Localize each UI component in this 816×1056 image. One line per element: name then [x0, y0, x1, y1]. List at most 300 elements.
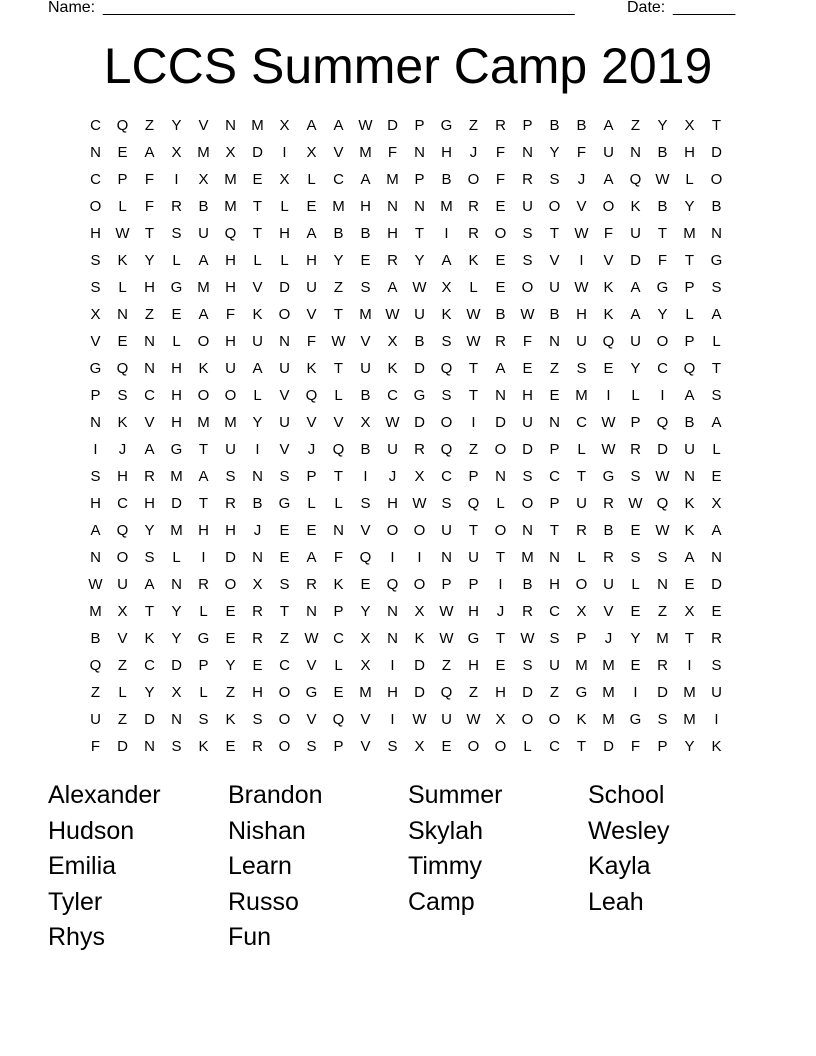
word-search-grid: [82, 112, 730, 760]
grid-letter: G: [656, 279, 669, 296]
grid-letter: U: [252, 333, 263, 350]
grid-letter: X: [171, 144, 182, 161]
grid-letter: P: [333, 738, 344, 755]
grid-letter: V: [306, 711, 317, 728]
grid-letter: M: [359, 306, 372, 323]
grid-letter: S: [171, 738, 182, 755]
grid-letter: I: [282, 144, 287, 161]
grid-letter: K: [306, 360, 317, 377]
grid-row: [82, 706, 730, 733]
grid-letter: U: [684, 441, 695, 458]
grid-letter: K: [414, 630, 425, 647]
grid-letter: R: [630, 441, 641, 458]
grid-letter: E: [441, 738, 452, 755]
grid-letter: H: [225, 333, 236, 350]
grid-letter: T: [549, 522, 560, 539]
grid-letter: Y: [414, 252, 425, 269]
grid-letter: S: [90, 252, 101, 269]
grid-letter: S: [306, 738, 317, 755]
grid-letter: P: [549, 495, 560, 512]
grid-letter: L: [307, 171, 316, 188]
grid-letter: P: [441, 576, 452, 593]
grid-letter: N: [387, 198, 398, 215]
grid-letter: K: [711, 738, 722, 755]
grid-letter: Q: [89, 657, 102, 674]
grid-letter: O: [521, 495, 534, 512]
name-blank: _____________________________________________________: [103, 0, 575, 16]
grid-letter: K: [387, 360, 398, 377]
grid-letter: F: [387, 144, 398, 161]
grid-letter: N: [171, 711, 182, 728]
grid-letter: R: [171, 198, 182, 215]
grid-letter: E: [711, 468, 722, 485]
grid-letter: R: [225, 495, 236, 512]
grid-row: [82, 517, 730, 544]
grid-letter: E: [306, 522, 317, 539]
grid-letter: I: [255, 441, 260, 458]
grid-letter: D: [522, 441, 533, 458]
grid-letter: Y: [549, 144, 560, 161]
grid-letter: D: [387, 117, 398, 134]
grid-letter: N: [414, 144, 425, 161]
grid-letter: R: [414, 441, 425, 458]
word-list-item: Learn: [228, 852, 292, 880]
date-blank: _______: [673, 0, 736, 16]
grid-letter: T: [549, 225, 560, 242]
grid-letter: T: [333, 360, 344, 377]
grid-letter: Z: [225, 684, 236, 701]
grid-letter: U: [441, 522, 452, 539]
grid-letter: T: [684, 252, 695, 269]
grid-letter: O: [602, 198, 615, 215]
grid-letter: C: [441, 468, 452, 485]
grid-letter: H: [225, 522, 236, 539]
word-list-item: Emilia: [48, 852, 117, 880]
grid-letter: W: [412, 495, 427, 512]
grid-letter: S: [441, 333, 452, 350]
grid-letter: N: [387, 630, 398, 647]
grid-letter: K: [576, 711, 587, 728]
grid-letter: O: [494, 522, 507, 539]
grid-letter: Y: [657, 117, 668, 134]
date-label: Date:: [627, 0, 666, 16]
grid-letter: O: [116, 549, 129, 566]
grid-letter: D: [711, 576, 722, 593]
grid-letter: R: [657, 657, 668, 674]
grid-letter: Z: [279, 630, 290, 647]
grid-letter: R: [711, 630, 722, 647]
grid-letter: E: [549, 387, 560, 404]
grid-letter: A: [144, 576, 155, 593]
grid-letter: A: [252, 360, 263, 377]
grid-letter: D: [522, 684, 533, 701]
grid-letter: J: [388, 468, 397, 485]
grid-letter: E: [117, 144, 128, 161]
grid-letter: N: [225, 117, 236, 134]
grid-letter: U: [603, 144, 614, 161]
grid-letter: I: [174, 171, 179, 188]
grid-letter: O: [575, 576, 588, 593]
grid-letter: D: [225, 549, 236, 566]
grid-letter: U: [630, 225, 641, 242]
grid-letter: P: [684, 279, 695, 296]
grid-letter: M: [224, 198, 237, 215]
grid-letter: Q: [359, 549, 372, 566]
grid-letter: S: [549, 630, 560, 647]
grid-letter: B: [711, 198, 722, 215]
grid-letter: M: [170, 522, 183, 539]
word-list-item: Brandon: [228, 781, 323, 809]
grid-row: [82, 328, 730, 355]
grid-letter: Q: [332, 711, 345, 728]
grid-row: [82, 247, 730, 274]
grid-letter: H: [225, 279, 236, 296]
grid-letter: E: [360, 252, 371, 269]
grid-letter: B: [90, 630, 101, 647]
grid-letter: V: [306, 414, 317, 431]
grid-letter: K: [144, 630, 155, 647]
word-list-item: Camp: [408, 887, 475, 916]
grid-letter: S: [657, 711, 668, 728]
grid-letter: Z: [117, 657, 128, 674]
grid-letter: Y: [144, 522, 155, 539]
grid-letter: N: [684, 468, 695, 485]
grid-letter: H: [144, 279, 155, 296]
grid-letter: V: [306, 657, 317, 674]
grid-letter: B: [360, 225, 371, 242]
grid-letter: R: [198, 576, 209, 593]
word-list-item: Rhys: [48, 923, 105, 951]
grid-letter: O: [197, 387, 210, 404]
grid-letter: D: [414, 657, 425, 674]
grid-letter: L: [523, 738, 532, 755]
grid-letter: J: [253, 522, 262, 539]
grid-letter: G: [170, 279, 183, 296]
grid-letter: C: [90, 117, 101, 134]
grid-letter: G: [170, 441, 183, 458]
grid-letter: M: [602, 657, 615, 674]
grid-letter: X: [576, 603, 587, 620]
grid-letter: T: [333, 468, 344, 485]
grid-letter: H: [441, 144, 452, 161]
grid-letter: F: [144, 198, 155, 215]
grid-letter: S: [549, 171, 560, 188]
word-list-item: Wesley: [588, 816, 670, 845]
grid-letter: T: [252, 225, 263, 242]
grid-letter: Q: [440, 360, 453, 377]
grid-letter: E: [630, 522, 641, 539]
grid-letter: R: [252, 738, 263, 755]
grid-letter: A: [711, 522, 722, 539]
grid-letter: Q: [386, 576, 399, 593]
grid-letter: L: [172, 549, 181, 566]
grid-letter: U: [414, 306, 425, 323]
grid-letter: Y: [225, 657, 236, 674]
grid-letter: M: [332, 198, 345, 215]
grid-letter: C: [333, 171, 344, 188]
grid-letter: C: [549, 738, 560, 755]
grid-letter: H: [306, 252, 317, 269]
grid-letter: H: [117, 468, 128, 485]
grid-letter: I: [390, 711, 395, 728]
grid-letter: T: [657, 225, 668, 242]
grid-letter: K: [198, 738, 209, 755]
grid-letter: Y: [630, 360, 641, 377]
grid-letter: W: [115, 225, 130, 242]
grid-letter: D: [495, 414, 506, 431]
grid-letter: N: [306, 603, 317, 620]
grid-letter: Z: [441, 657, 452, 674]
grid-letter: A: [630, 306, 641, 323]
grid-letter: F: [306, 333, 317, 350]
grid-letter: L: [118, 684, 127, 701]
word-list: [48, 778, 768, 956]
grid-letter: M: [440, 198, 453, 215]
grid-letter: R: [252, 603, 263, 620]
grid-letter: L: [685, 306, 694, 323]
grid-letter: C: [117, 495, 128, 512]
grid-letter: R: [522, 603, 533, 620]
grid-letter: Q: [305, 387, 318, 404]
grid-letter: Q: [656, 495, 669, 512]
word-list-item: Fun: [228, 923, 272, 951]
grid-letter: M: [683, 225, 696, 242]
grid-letter: S: [387, 738, 398, 755]
grid-row: [82, 733, 730, 760]
grid-row: [82, 112, 730, 139]
grid-letter: J: [469, 144, 478, 161]
grid-row: [82, 220, 730, 247]
grid-letter: Q: [467, 495, 480, 512]
word-list-item: Russo: [228, 887, 299, 916]
grid-letter: X: [414, 468, 425, 485]
grid-letter: U: [576, 333, 587, 350]
grid-letter: S: [522, 468, 533, 485]
grid-letter: I: [498, 576, 503, 593]
grid-letter: S: [441, 387, 452, 404]
word-list-item: Alexander: [48, 781, 161, 809]
grid-letter: Z: [117, 711, 128, 728]
grid-letter: Q: [440, 441, 453, 458]
grid-letter: K: [117, 252, 128, 269]
grid-letter: V: [90, 333, 101, 350]
grid-letter: W: [574, 225, 589, 242]
grid-row: [82, 436, 730, 463]
grid-letter: N: [495, 468, 506, 485]
grid-letter: W: [385, 414, 400, 431]
grid-letter: N: [441, 549, 452, 566]
grid-letter: N: [495, 387, 506, 404]
grid-letter: P: [657, 738, 668, 755]
grid-letter: P: [684, 333, 695, 350]
grid-letter: W: [466, 306, 481, 323]
grid-letter: P: [414, 171, 425, 188]
grid-letter: N: [279, 333, 290, 350]
grid-letter: S: [90, 468, 101, 485]
grid-letter: V: [279, 441, 290, 458]
grid-letter: T: [576, 468, 587, 485]
grid-letter: M: [224, 171, 237, 188]
word-list-item: Summer: [408, 781, 503, 809]
grid-letter: U: [711, 684, 722, 701]
grid-letter: U: [198, 225, 209, 242]
grid-letter: X: [279, 171, 290, 188]
grid-letter: G: [440, 117, 453, 134]
grid-letter: O: [413, 576, 426, 593]
grid-letter: E: [495, 198, 506, 215]
grid-letter: T: [333, 306, 344, 323]
grid-letter: P: [549, 441, 560, 458]
grid-letter: H: [684, 144, 695, 161]
grid-letter: S: [279, 468, 290, 485]
grid-letter: U: [603, 576, 614, 593]
grid-letter: N: [549, 333, 560, 350]
grid-letter: E: [252, 657, 263, 674]
page-title: LCCS Summer Camp 2019: [103, 38, 713, 94]
grid-letter: L: [577, 549, 586, 566]
grid-letter: Y: [630, 630, 641, 647]
word-list-item: Leah: [588, 887, 644, 916]
grid-letter: E: [252, 171, 263, 188]
word-list-item: Hudson: [48, 816, 135, 845]
grid-letter: S: [360, 279, 371, 296]
grid-letter: W: [655, 468, 670, 485]
grid-letter: N: [711, 549, 722, 566]
grid-letter: P: [333, 603, 344, 620]
grid-letter: S: [630, 468, 641, 485]
grid-letter: D: [117, 738, 128, 755]
grid-letter: X: [360, 657, 371, 674]
grid-letter: E: [711, 603, 722, 620]
grid-letter: H: [171, 360, 182, 377]
grid-letter: A: [684, 549, 695, 566]
grid-letter: X: [495, 711, 506, 728]
grid-letter: Y: [252, 414, 263, 431]
grid-letter: R: [576, 522, 587, 539]
grid-letter: Q: [116, 117, 129, 134]
grid-letter: S: [576, 360, 587, 377]
grid-letter: H: [171, 387, 182, 404]
grid-letter: N: [387, 603, 398, 620]
grid-letter: V: [279, 387, 290, 404]
grid-letter: M: [197, 144, 210, 161]
grid-letter: Y: [144, 252, 155, 269]
grid-letter: U: [225, 360, 236, 377]
grid-letter: O: [197, 333, 210, 350]
grid-letter: E: [630, 657, 641, 674]
grid-letter: N: [117, 306, 128, 323]
grid-letter: H: [279, 225, 290, 242]
grid-letter: L: [280, 198, 289, 215]
grid-letter: D: [171, 657, 182, 674]
grid-letter: X: [684, 603, 695, 620]
grid-letter: W: [466, 711, 481, 728]
grid-letter: T: [495, 549, 506, 566]
grid-letter: B: [441, 171, 452, 188]
grid-letter: W: [601, 441, 616, 458]
grid-letter: B: [495, 306, 506, 323]
grid-letter: E: [333, 684, 344, 701]
grid-letter: U: [117, 576, 128, 593]
grid-letter: F: [495, 144, 506, 161]
grid-letter: Y: [684, 198, 695, 215]
grid-letter: X: [360, 630, 371, 647]
grid-letter: X: [252, 576, 263, 593]
grid-letter: G: [197, 630, 210, 647]
grid-letter: X: [360, 414, 371, 431]
word-list-item: School: [588, 781, 665, 809]
grid-letter: W: [601, 414, 616, 431]
grid-letter: M: [89, 603, 102, 620]
grid-letter: F: [225, 306, 236, 323]
grid-letter: L: [685, 171, 694, 188]
grid-letter: C: [90, 171, 101, 188]
grid-letter: T: [279, 603, 290, 620]
grid-letter: E: [495, 657, 506, 674]
grid-letter: K: [333, 576, 344, 593]
grid-letter: E: [360, 576, 371, 593]
grid-letter: O: [494, 441, 507, 458]
grid-letter: V: [252, 279, 263, 296]
grid-letter: M: [251, 117, 264, 134]
grid-row: [82, 679, 730, 706]
grid-letter: H: [387, 225, 398, 242]
grid-letter: V: [306, 306, 317, 323]
grid-letter: K: [441, 306, 452, 323]
grid-letter: A: [198, 306, 209, 323]
grid-letter: K: [468, 252, 479, 269]
grid-letter: B: [522, 576, 533, 593]
grid-letter: E: [603, 360, 614, 377]
grid-letter: Y: [171, 117, 182, 134]
header-line: [48, 0, 748, 20]
grid-letter: V: [117, 630, 128, 647]
word-list-item: Timmy: [408, 852, 483, 880]
grid-letter: M: [386, 171, 399, 188]
grid-letter: H: [90, 495, 101, 512]
grid-letter: M: [359, 144, 372, 161]
grid-letter: E: [225, 738, 236, 755]
grid-letter: G: [629, 711, 642, 728]
grid-letter: H: [144, 495, 155, 512]
grid-letter: Z: [90, 684, 101, 701]
grid-row: [82, 274, 730, 301]
grid-letter: V: [603, 603, 614, 620]
grid-letter: P: [468, 468, 479, 485]
grid-letter: J: [577, 171, 586, 188]
grid-letter: I: [390, 657, 395, 674]
grid-letter: I: [471, 414, 476, 431]
grid-letter: D: [279, 279, 290, 296]
grid-letter: H: [252, 684, 263, 701]
grid-letter: W: [439, 630, 454, 647]
grid-letter: K: [198, 360, 209, 377]
grid-letter: P: [306, 468, 317, 485]
grid-letter: V: [360, 711, 371, 728]
grid-letter: N: [252, 549, 263, 566]
grid-letter: W: [331, 333, 346, 350]
grid-letter: A: [306, 117, 317, 134]
grid-letter: B: [360, 387, 371, 404]
grid-letter: Z: [549, 360, 560, 377]
grid-letter: X: [117, 603, 128, 620]
grid-letter: O: [710, 171, 723, 188]
grid-letter: U: [549, 657, 560, 674]
name-label: Name:: [48, 0, 96, 16]
grid-letter: B: [360, 441, 371, 458]
grid-letter: E: [279, 522, 290, 539]
grid-letter: Y: [171, 630, 182, 647]
